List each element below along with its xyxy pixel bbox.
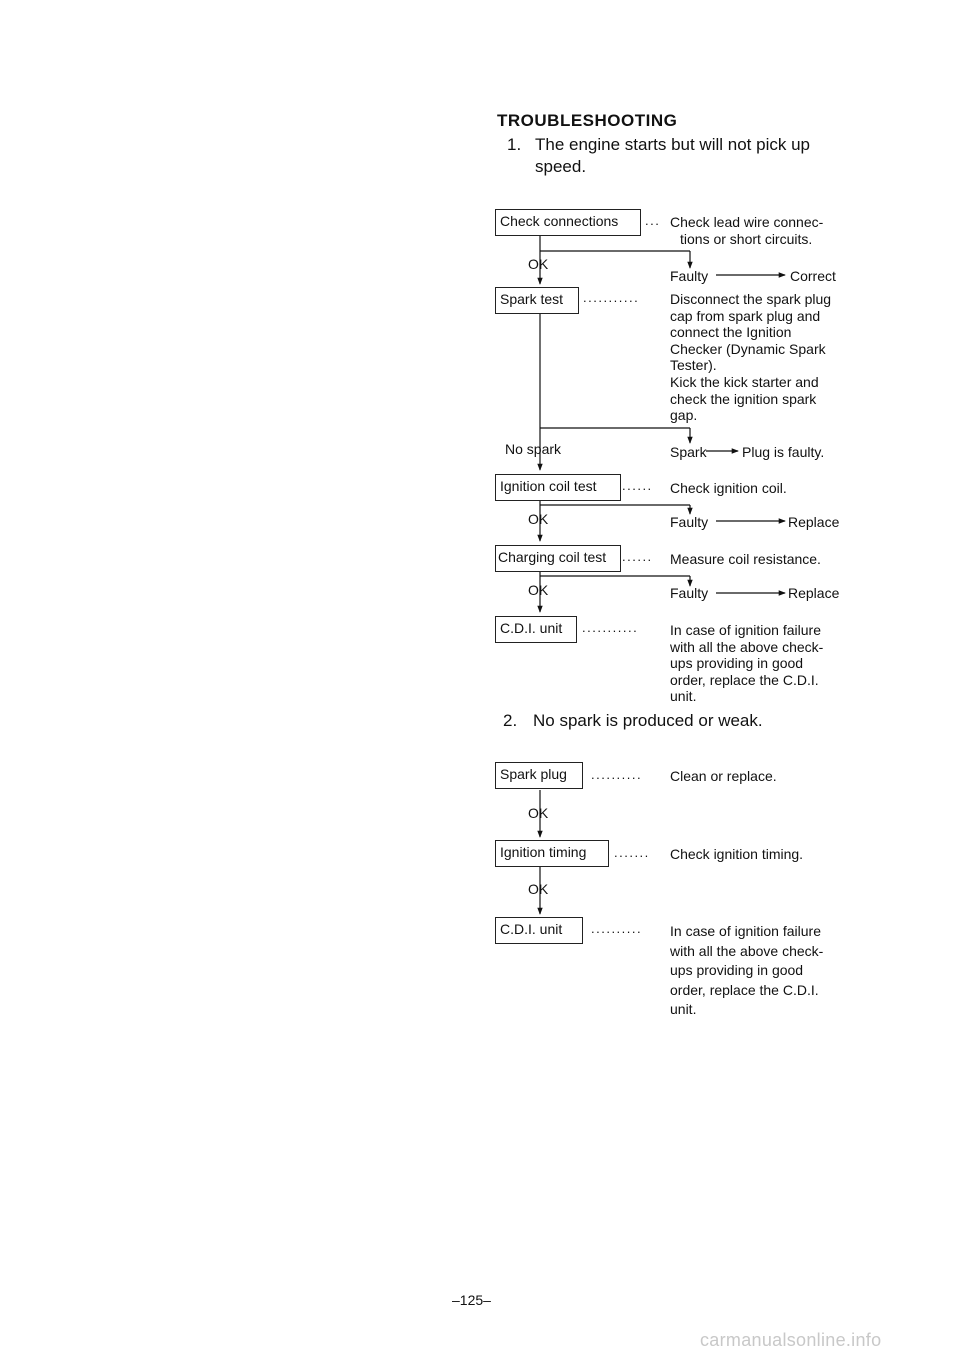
spark-test-box: Spark test: [495, 287, 579, 314]
ignition-coil-test-box: Ignition coil test: [495, 474, 621, 501]
section-1-heading-line2: speed.: [535, 157, 587, 176]
leader-dots: ...: [645, 213, 661, 228]
description-line: Check lead wire connec-: [670, 214, 824, 230]
description-line: connect the Ignition: [670, 324, 792, 341]
description-line: unit.: [670, 1001, 697, 1017]
section-2-heading: No spark is produced or weak.: [533, 711, 763, 730]
description-line: tions or short circuits.: [680, 230, 813, 247]
description-line: order, replace the C.D.I.: [670, 671, 819, 688]
description-line: unit.: [670, 688, 697, 705]
description-line: Disconnect the spark plug: [670, 291, 832, 307]
description-line: Check ignition coil.: [670, 480, 787, 496]
spark-test-description: [670, 291, 846, 424]
description-line: Measure coil resistance.: [670, 551, 821, 567]
leader-dots: ...........: [582, 620, 639, 635]
description-line: with all the above check-: [670, 638, 824, 655]
ok-label: OK: [528, 881, 549, 897]
description-line: ups providing in good: [670, 655, 804, 672]
section-1-heading-line1: The engine starts but will not pick up: [535, 135, 810, 154]
page-title: TROUBLESHOOTING: [497, 111, 678, 130]
leader-dots: ......: [622, 549, 653, 564]
leader-dots: ......: [622, 478, 653, 493]
leader-dots: .......: [614, 845, 650, 860]
ignition-coil-test-description: [670, 480, 846, 497]
ok-label: OK: [528, 256, 549, 272]
correct-result: Correct: [790, 268, 836, 284]
ignition-timing-description: [670, 846, 846, 863]
faulty-label: Faulty: [670, 585, 709, 601]
cdi-unit-box: C.D.I. unit: [495, 917, 583, 944]
description-line: ups providing in good: [670, 962, 804, 978]
cdi-unit-description: [670, 922, 846, 1020]
page-number: –125–: [452, 1292, 491, 1308]
description-line: with all the above check-: [670, 942, 824, 959]
check-connections-description: [670, 214, 846, 247]
check-connections-box: Check connections: [495, 209, 641, 236]
description-line: In case of ignition failure: [670, 923, 821, 939]
replace-result: Replace: [788, 585, 840, 601]
description-line: In case of ignition failure: [670, 622, 821, 638]
charging-coil-test-box: Charging coil test: [495, 545, 621, 572]
charging-coil-test-description: [670, 551, 846, 568]
description-line: Kick the kick starter and: [670, 373, 819, 390]
ok-label: OK: [528, 582, 549, 598]
ok-label: OK: [528, 511, 549, 527]
spark-plug-description: [670, 768, 846, 785]
cdi-unit-description: [670, 622, 846, 705]
ok-label: OK: [528, 805, 549, 821]
cdi-unit-box: C.D.I. unit: [495, 616, 577, 643]
spark-label: Spark: [670, 444, 707, 460]
description-line: Tester).: [670, 357, 717, 374]
section-2-number: 2.: [503, 711, 518, 730]
description-line: cap from spark plug and: [670, 307, 821, 324]
faulty-label: Faulty: [670, 268, 709, 284]
description-line: order, replace the C.D.I.: [670, 981, 819, 998]
section-1-number: 1.: [507, 135, 522, 154]
leader-dots: ...........: [583, 290, 640, 305]
plug-faulty-result: Plug is faulty.: [742, 444, 825, 460]
replace-result: Replace: [788, 514, 840, 530]
faulty-label: Faulty: [670, 514, 709, 530]
no-spark-label: No spark: [505, 441, 562, 457]
description-line: check the ignition spark: [670, 390, 817, 407]
leader-dots: ..........: [591, 921, 643, 936]
watermark: carmanualsonline.info: [700, 1330, 882, 1350]
description-line: Clean or replace.: [670, 768, 777, 784]
ignition-timing-box: Ignition timing: [495, 840, 609, 867]
spark-plug-box: Spark plug: [495, 762, 583, 789]
description-line: Checker (Dynamic Spark: [670, 340, 826, 357]
description-line: gap.: [670, 407, 698, 424]
leader-dots: ..........: [591, 767, 643, 782]
description-line: Check ignition timing.: [670, 846, 804, 862]
